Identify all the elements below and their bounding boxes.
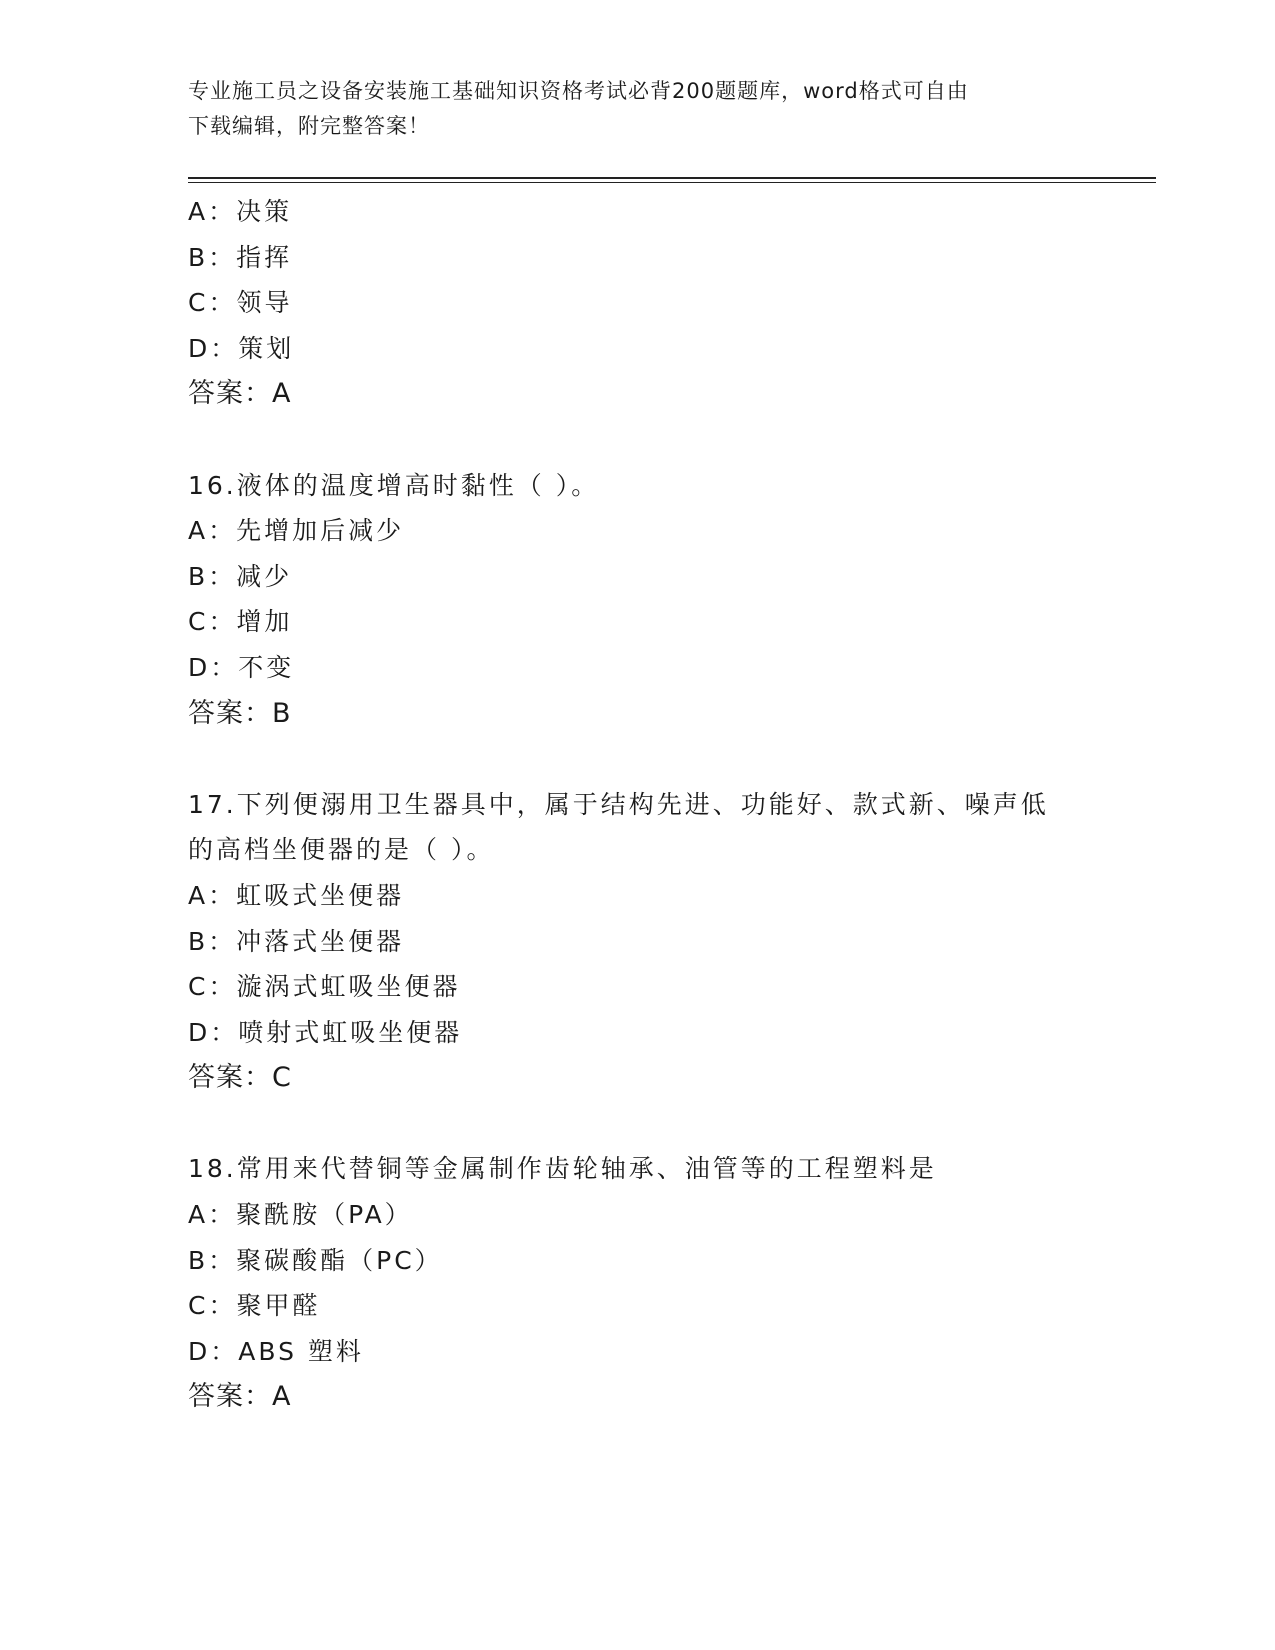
question-text: 18.常用来代替铜等金属制作齿轮轴承、油管等的工程塑料是: [188, 1154, 937, 1184]
option-c: C：聚甲醛: [188, 1291, 321, 1321]
answer-line: 答案：C: [188, 1062, 292, 1094]
header-divider-thin: [188, 182, 1156, 183]
header-line-1: 专业施工员之设备安装施工基础知识资格考试必背200题题库，word格式可自由: [188, 79, 969, 103]
spacer: [188, 736, 1088, 782]
header-line-2: 下载编辑，附完整答案！: [188, 114, 430, 138]
answer-line: 答案：A: [188, 1381, 292, 1413]
document-header: [188, 74, 1068, 144]
question-block-18: [188, 1146, 1088, 1420]
question-text-line-2: 的高档坐便器的是（ ）。: [188, 835, 495, 865]
option-b: B：指挥: [188, 242, 293, 272]
question-block-16: [188, 463, 1088, 737]
option-a: A：虹吸式坐便器: [188, 880, 405, 910]
option-b: B：冲落式坐便器: [188, 926, 405, 956]
option-d: D：不变: [188, 652, 295, 682]
option-d: D：喷射式虹吸坐便器: [188, 1017, 463, 1047]
option-a: A：聚酰胺（PA）: [188, 1200, 413, 1230]
option-c: C：漩涡式虹吸坐便器: [188, 972, 461, 1002]
question-text: 16.液体的温度增高时黏性（ ）。: [188, 470, 600, 500]
option-d: D：策划: [188, 333, 295, 363]
spacer: [188, 1101, 1088, 1147]
question-text-line-1: 17.下列便溺用卫生器具中，属于结构先进、功能好、款式新、噪声低: [188, 789, 1049, 819]
answer-line: 答案：A: [188, 378, 292, 410]
document-body: [188, 189, 1088, 1420]
answer-line: 答案：B: [188, 697, 292, 729]
option-b: B：减少: [188, 561, 293, 591]
option-c: C：增加: [188, 607, 293, 637]
option-c: C：领导: [188, 288, 293, 318]
question-block-17: [188, 782, 1088, 1101]
option-b: B：聚碳酸酯（PC）: [188, 1245, 443, 1275]
question-block-15: [188, 189, 1088, 417]
option-a: A：先增加后减少: [188, 516, 405, 546]
spacer: [188, 417, 1088, 463]
option-d: D：ABS 塑料: [188, 1336, 364, 1366]
option-a: A：决策: [188, 197, 293, 226]
header-divider-thick: [188, 177, 1156, 179]
